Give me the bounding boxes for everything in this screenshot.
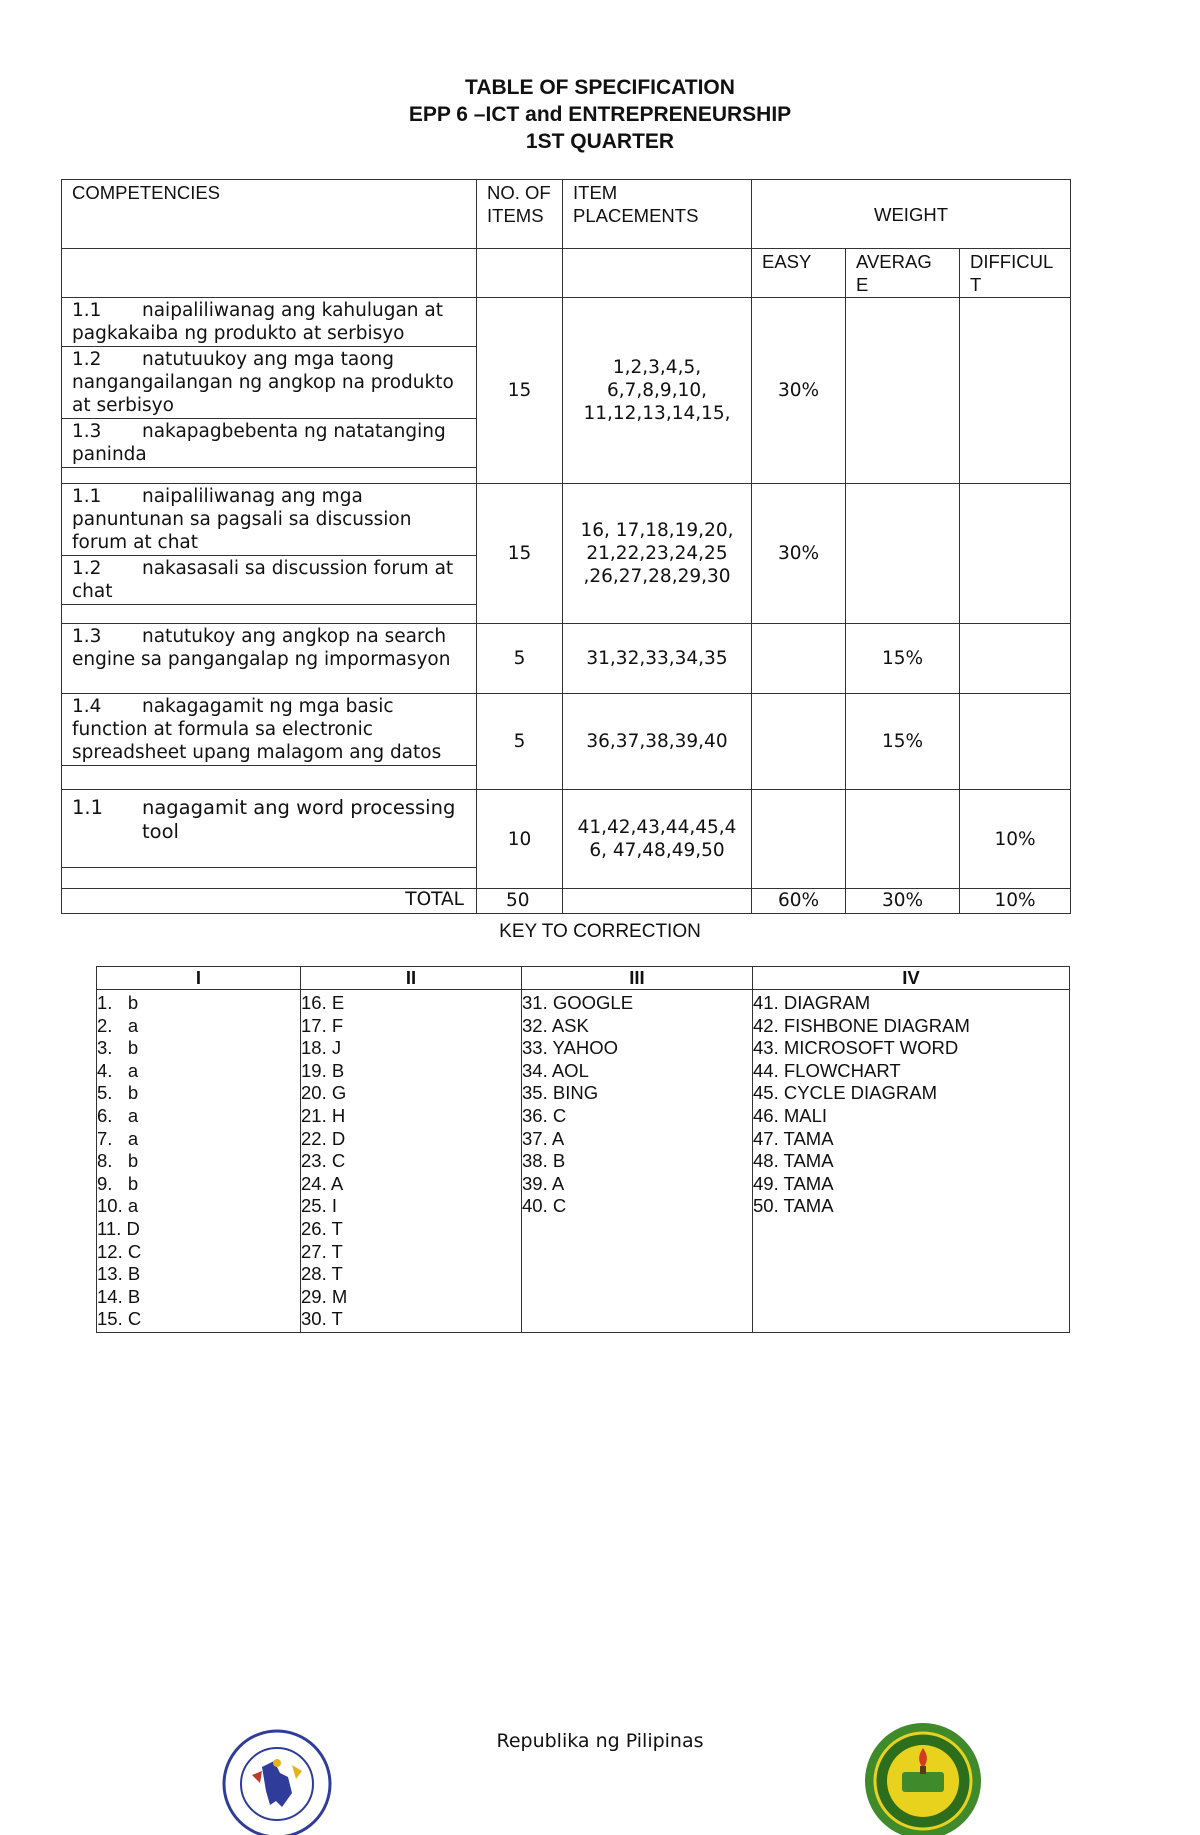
answer-item: 9. b — [97, 1172, 139, 1194]
answer-item: 40. C — [522, 1195, 567, 1217]
weight-difficult: 10% — [960, 790, 1071, 889]
answer-item: 17. F — [301, 1014, 344, 1036]
answer-item: 19. B — [301, 1059, 345, 1081]
competency-item: 1.4 nakagagamit ng mga basic function at formula sa electronic spreadsheet upang malagom ang datos — [72, 696, 442, 763]
answer-item: 3. b — [97, 1037, 139, 1059]
header-difficult: DIFFICUL T — [960, 249, 1071, 298]
key-column-i — [97, 990, 301, 1333]
header-blank-cell — [477, 249, 563, 298]
answer-item: 36. C — [522, 1104, 567, 1126]
weight-difficult — [960, 694, 1071, 790]
competency-item: 1.3 natutukoy ang angkop na search engine sa pangangalap ng impormasyon — [72, 626, 451, 670]
answer-item: 41. DIAGRAM — [753, 992, 871, 1013]
header-item-placements: ITEM PLACEMENTS — [563, 180, 752, 249]
answer-item: 32. ASK — [522, 1014, 589, 1036]
weight-easy: 30% — [752, 298, 846, 484]
answer-item: 45. CYCLE DIAGRAM — [753, 1082, 938, 1104]
table-row — [62, 624, 1071, 694]
answer-item: 26. T — [301, 1217, 343, 1239]
answer-item: 37. A — [522, 1127, 565, 1149]
answer-item: 39. A — [522, 1172, 565, 1194]
answer-item: 38. B — [522, 1150, 566, 1172]
key-column-ii — [301, 990, 522, 1333]
document-title-block — [0, 74, 1200, 155]
table-row — [62, 694, 1071, 790]
competency-cell — [62, 624, 477, 694]
weight-easy — [752, 790, 846, 889]
competency-cell — [62, 484, 477, 624]
weight-average: 15% — [846, 624, 960, 694]
items-count: 10 — [477, 790, 563, 889]
weight-average: 15% — [846, 694, 960, 790]
key-header-iii: III — [522, 967, 753, 990]
weight-difficult — [960, 484, 1071, 624]
item-placements: 16, 17,18,19,20, 21,22,23,24,25 ,26,27,28,29,30 — [563, 484, 752, 624]
answer-item: 47. TAMA — [753, 1127, 834, 1149]
answer-item: 13. B — [97, 1263, 141, 1285]
table-row — [62, 484, 1071, 624]
answer-item: 34. AOL — [522, 1059, 589, 1081]
items-count: 15 — [477, 484, 563, 624]
header-blank-cell — [62, 249, 477, 298]
item-placements: 36,37,38,39,40 — [563, 694, 752, 790]
item-placements: 1,2,3,4,5, 6,7,8,9,10, 11,12,13,14,15, — [563, 298, 752, 484]
answer-item: 21. H — [301, 1104, 346, 1126]
key-header-i: I — [97, 967, 301, 990]
table-row — [62, 790, 1071, 889]
footer-text: Republika ng Pilipinas — [496, 1730, 704, 1752]
blank-row — [62, 867, 476, 888]
item-placements: 41,42,43,44,45,4 6, 47,48,49,50 — [563, 790, 752, 889]
title-line-2: EPP 6 –ICT and ENTREPRENEURSHIP — [408, 103, 792, 126]
title-line-1: TABLE OF SPECIFICATION — [465, 76, 735, 99]
total-average: 30% — [846, 889, 960, 914]
answer-key-table — [96, 966, 1070, 1333]
competency-cell — [62, 298, 477, 484]
header-easy: EASY — [752, 249, 846, 298]
answer-item: 29. M — [301, 1285, 348, 1307]
items-count: 5 — [477, 624, 563, 694]
total-placements-blank — [563, 889, 752, 914]
table-of-specification — [61, 179, 1071, 914]
answer-item: 8. b — [97, 1150, 139, 1172]
total-label: TOTAL — [62, 889, 477, 914]
answer-item: 24. A — [301, 1172, 344, 1194]
total-easy: 60% — [752, 889, 846, 914]
answer-item: 6. a — [97, 1104, 139, 1126]
answer-item: 12. C — [97, 1240, 142, 1262]
weight-average — [846, 484, 960, 624]
competency-item: 1.2 nakasasali sa discussion forum at chat — [62, 556, 476, 605]
weight-difficult — [960, 624, 1071, 694]
weight-average — [846, 298, 960, 484]
answer-item: 14. B — [97, 1285, 141, 1307]
header-no-of-items: NO. OF ITEMS — [477, 180, 563, 249]
blank-row — [62, 765, 476, 789]
weight-average — [846, 790, 960, 889]
competency-cell — [62, 694, 477, 790]
answer-item: 25. I — [301, 1195, 337, 1217]
answer-item: 44. FLOWCHART — [753, 1059, 901, 1081]
answer-item: 43. MICROSOFT WORD — [753, 1037, 959, 1059]
answer-item: 16. E — [301, 992, 345, 1013]
answer-item: 15. C — [97, 1308, 142, 1330]
key-header-iv: IV — [753, 967, 1070, 990]
answer-item: 30. T — [301, 1308, 343, 1330]
key-column-iv — [753, 990, 1070, 1333]
answer-item: 50. TAMA — [753, 1195, 834, 1217]
item-placements: 31,32,33,34,35 — [563, 624, 752, 694]
answer-item: 49. TAMA — [753, 1172, 834, 1194]
header-blank-cell — [563, 249, 752, 298]
answer-item: 42. FISHBONE DIAGRAM — [753, 1014, 970, 1036]
competency-item: 1.3 nakapagbebenta ng natatanging paninda — [62, 419, 476, 468]
total-row — [62, 889, 1071, 914]
answer-item: 11. D — [97, 1217, 140, 1239]
answer-item: 48. TAMA — [753, 1150, 834, 1172]
competency-item: 1.1 naipaliliwanag ang kahulugan at pagkakaiba ng produkto at serbisyo — [62, 298, 476, 347]
competency-item: 1.2 natutuukoy ang mga taong nangangailangan ng angkop na produkto at serbisyo — [62, 347, 476, 419]
answer-item: 27. T — [301, 1240, 343, 1262]
competency-item: 1.1 naipaliliwanag ang mga panuntunan sa pagsali sa discussion forum at chat — [62, 484, 476, 556]
answer-item: 23. C — [301, 1150, 346, 1172]
key-header-ii: II — [301, 967, 522, 990]
answer-item: 10. a — [97, 1195, 139, 1217]
answer-item: 18. J — [301, 1037, 342, 1059]
weight-easy: 30% — [752, 484, 846, 624]
answer-item: 5. b — [97, 1082, 139, 1104]
answer-item: 7. a — [97, 1127, 139, 1149]
header-competencies: COMPETENCIES — [62, 180, 477, 249]
answer-item: 28. T — [301, 1263, 343, 1285]
key-to-correction-title: KEY TO CORRECTION — [499, 921, 701, 942]
total-difficult: 10% — [960, 889, 1071, 914]
weight-difficult — [960, 298, 1071, 484]
answer-item: 1. b — [97, 992, 139, 1013]
title-line-3: 1ST QUARTER — [525, 130, 675, 153]
competency-cell — [62, 790, 477, 889]
answer-item: 22. D — [301, 1127, 346, 1149]
answer-item: 33. YAHOO — [522, 1037, 618, 1059]
answer-item: 20. G — [301, 1082, 347, 1104]
items-count: 5 — [477, 694, 563, 790]
header-weight: WEIGHT — [752, 180, 1071, 249]
answer-item: 2. a — [97, 1014, 139, 1036]
weight-easy — [752, 694, 846, 790]
key-column-iii — [522, 990, 753, 1333]
header-average: AVERAG E — [846, 249, 960, 298]
items-count: 15 — [477, 298, 563, 484]
answer-item: 35. BING — [522, 1082, 599, 1104]
answer-item: 31. GOOGLE — [522, 992, 634, 1013]
answer-item: 46. MALI — [753, 1104, 828, 1126]
total-items: 50 — [477, 889, 563, 914]
table-row — [62, 298, 1071, 484]
competency-item: 1.1 nagagamit ang word processing tool — [72, 796, 456, 843]
answer-item: 4. a — [97, 1059, 139, 1081]
weight-easy — [752, 624, 846, 694]
